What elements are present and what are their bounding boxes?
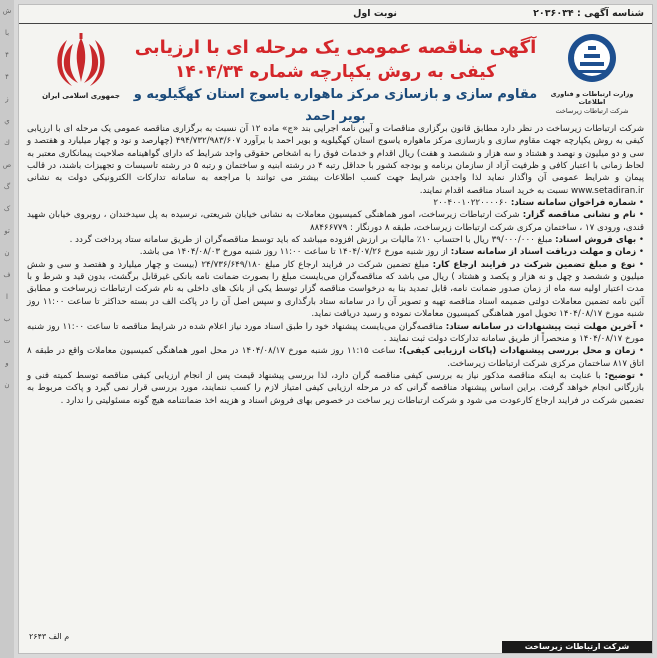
strip-glyph: و — [5, 359, 9, 367]
strip-glyph: ۴ — [5, 51, 9, 59]
item-label: آخرین مهلت ثبت پیشنهادات در سامانه ستاد: — [445, 321, 637, 332]
notice-item: • توضیح: با عنایت به اینکه مناقصه مذکور نیاز به بررسی کیفی مناقصه گران دارد، لذا بررسی پیشنهاد قیمت پس از انجام ارزیابی کیفی مناقصه توسط کمیته فنی و بازرگانی انجام خواهد گرفت. براین اساس پیشنهاد مناقصه گرانی که در مرحله ارزیابی کیفی امتیاز لازم را کسب ننمایند، مورد بررسی قرار نمی گیرد و پاکت مربوط به تضمین شرکت در فرایند ارجاع کارعودت می شود و شرکت ارتباطات زیر ساخت در خصوص بهای فروش اسناد و هزینه اخذ ضمانتنامه هیچ گونه مسئولیتی را ندارد . — [27, 370, 644, 406]
strip-glyph: ک — [3, 205, 11, 213]
strip-glyph: ك — [4, 139, 10, 147]
item-text: شرکت ارتباطات زیرساخت، امور هماهنگی کمیسیون معاملات به نشانی خیابان شریعتی، نرسیده به پل سیدخندان ، روبروی خیابان شهید قندی، ورودی ۱۷ ، ساختمان مرکزی شرکت ارتباطات زیرساخت، طبقه ۸ دورنگار : ۸۸۴۶۶۷۷۹ — [27, 210, 644, 233]
item-label: نوع و مبلغ تضمین شرکت در فرایند ارجاع کار: — [432, 259, 636, 270]
intro-paragraph: شرکت ارتباطات زیرساخت در نظر دارد مطابق قانون برگزاری مناقصات و آیین نامه اجرایی بند «ج» ماده ۱۲ آن نسبت به برگزاری مناقصه عمومی یک مرحله ای با ارزیابی کیفی به روش یکپارچه جهت مقاوم سازی و بازسازی مرکز ماهواره یاسوج استان کهگیلویه و بویر احمد با برآورد ۴۹۴/۷۳۲/۹۸۳/۶۰۷ (چهارصد و نود و چهار میلیارد و هفتصد و سی و دو میلیون و نهصد و هشتاد و سه هزار و ششصد و هفت) ریال اقدام و خدمات فوق را به اشخاص حقوقی واجد شرایط که دارای گواهینامه صلاحیت پیمانکاری معتبر به لحاظ زمانی با اعتبار کافی و ظرفیت آزاد از سازمان برنامه و بودجه کشور با حداقل رتبه ۴ در رشته ابنیه و ساختمان و رتبه ۵ در رشته تاسیسات و تجهیزات باشند، در قالب پیمان و شرایط عمومی آن واگذار نماید لذا واجدین شرایط جهت کسب اطلاعات بیشتر می توانند با مراجعه به سامانه تدارکات الکترونیکی دولت به نشانی www.setadiran.ir نسبت به خرید اسناد مناقصه اقدام نمایند. — [27, 124, 644, 196]
strip-glyph: ن — [4, 249, 10, 257]
strip-glyph: ت — [3, 337, 11, 345]
ministry-caption: وزارت ارتباطات و فناوری اطلاعات — [550, 90, 634, 106]
title-line-1: آگهی مناقصه عمومی یک مرحله ای با ارزیابی — [134, 37, 537, 58]
notice-body — [27, 123, 644, 631]
strip-glyph: ا — [6, 293, 8, 301]
item-label: شماره فراخوان سامانه ستاد: — [510, 198, 637, 209]
tender-notice — [18, 4, 653, 654]
strip-glyph: ي — [4, 117, 10, 125]
strip-glyph: ب — [3, 315, 11, 323]
ministry-logo-icon — [566, 32, 618, 84]
notice-item: • بهای فروش اسناد: مبلغ ۳۹/۰۰۰/۰۰۰ ریال با احتساب ۱۰٪ مالیات بر ارزش افزوده میباشد که باید توسط مناقصه‌گران از طریق سامانه ستاد پرداخت گردد . — [69, 235, 644, 246]
emblem-caption: جمهوری اسلامی ایران — [42, 92, 120, 100]
item-text: مبلغ تضمین شرکت در فرایند ارجاع کار مبلغ ۲۴/۷۳۶/۶۴۹/۱۸۰ (بیست و چهار میلیارد و هفتصد و سی و شش میلیون و ششصد و چهل و نه هزار و یکصد و هشتاد ) ریال می باشد که مناقصه‌گران می‌بایست مبلغ را بصورت ضمانت نامه بانکی غیرقابل برگشت، بدون قید و شرط و با مدت اعتبار اولیه سه ماه از زمان صدور ضمانت نامه، قابل تمدید بنا به درخواست مناقصه گزار توسط یکی از بانک های داخلی به نام شرکت ارتباطات زیرساخت و مطابق آئین نامه تضمین معاملات دولتی ضمیمه اسناد مناقصه تهیه و تصویر آن را در سامانه ستاد بارگذاری و سپس اصل آن را در پاکت الف در بسته حداکثر تا ساعت ۱۱:۰۰ روز شنبه مورخ ۱۴۰۴/۰۸/۱۷ تحویل امور هماهنگی کمیسیون معاملات نموده و رسید دریافت نماید. — [27, 259, 644, 320]
notice-title — [131, 36, 540, 128]
notice-item: • آخرین مهلت ثبت پیشنهادات در سامانه ستاد: مناقصه‌گران می‌بایست پیشنهاد خود را طبق اسناد مورد نیاز اعلام شده در شرایط مناقصه تا ساعت ۱۱:۰۰ روز شنبه مورخ ۱۴۰۴/۰۸/۱۷ و منحصراً از طریق سامانه تدارکات دولت ثبت نمایند . — [27, 321, 644, 344]
strip-glyph: با — [4, 29, 10, 37]
adjacent-page-strip — [0, 0, 14, 658]
item-label: توضیح: — [604, 370, 635, 381]
iran-emblem — [41, 30, 121, 114]
item-label: بهای فروش اسناد: — [555, 235, 637, 246]
notice-item: • زمان و مهلت دریافت اسناد از سامانه ستاد: از روز شنبه مورخ ۱۴۰۴/۰۷/۲۶ تا ساعت ۱۱:۰۰ روز شنبه مورخ ۱۴۰۴/۰۸/۰۳ می باشد. — [139, 247, 644, 258]
item-text: ۲۰۰۴۰۰۱۰۲۲۰۰۰۰۶۰ — [433, 198, 509, 209]
notice-item: • زمان و محل بررسی پیشنهادات (پاکات ارزیابی کیفی): ساعت ۱۱:۱۵ روز شنبه مورخ ۱۴۰۴/۰۸/۱۷ در محل امور هماهنگی کمیسیون معاملات واقع در طبقه ۸ اتاق ۸۱۷ ساختمان مرکزی شرکت ارتباطات زیرساخت. — [27, 346, 644, 369]
strip-glyph: ز — [5, 95, 9, 103]
strip-glyph: ش — [2, 7, 12, 15]
iran-emblem-icon — [50, 30, 112, 92]
strip-glyph: ۴ — [5, 73, 9, 81]
ministry-logo — [544, 32, 640, 115]
publication-round: نوبت اول — [353, 8, 397, 19]
item-label: زمان و مهلت دریافت اسناد از سامانه ستاد: — [450, 247, 637, 258]
strip-glyph: ص — [2, 161, 12, 169]
notice-item: • نام و نشانی مناقصه گزار: شرکت ارتباطات زیرساخت، امور هماهنگی کمیسیون معاملات به نشانی خیابان شریعتی، نرسیده به پل سیدخندان ، روبروی خیابان شهید قندی، ورودی ۱۷ ، ساختمان مرکزی شرکت ارتباطات زیرساخت، طبقه ۸ دورنگار : ۸۸۴۶۶۷۷۹ — [27, 210, 645, 233]
notice-item: • شماره فراخوان سامانه ستاد: ۲۰۰۴۰۰۱۰۲۲۰۰۰۰۶۰ — [433, 198, 644, 209]
title-line-3: مقاوم سازی و بازسازی مرکز ماهواره یاسوج استان کهگیلویه و بویر احمد — [133, 87, 538, 124]
item-text: مبلغ ۳۹/۰۰۰/۰۰۰ ریال با احتساب ۱۰٪ مالیات بر ارزش افزوده میباشد که باید توسط مناقصه‌گران از طریق سامانه ستاد پرداخت گردد . — [69, 235, 553, 246]
notice-header — [19, 24, 652, 122]
item-label: نام و نشانی مناقصه گزار: — [522, 210, 636, 221]
strip-glyph: ن — [4, 381, 10, 389]
notice-code: م الف ۲۶۴۳ — [29, 632, 70, 641]
item-label: زمان و محل بررسی پیشنهادات (پاکات ارزیابی کیفی): — [398, 346, 636, 357]
company-caption: شرکت ارتباطات زیرساخت — [555, 107, 629, 115]
strip-glyph: ف — [3, 271, 11, 279]
title-line-2: کیفی به روش یکپارچه شماره ۱۴۰۴/۳۴ — [174, 62, 497, 82]
strip-glyph: تو — [4, 227, 10, 235]
ad-id: شناسه آگهی : ۲۰۳۶۰۳۴ — [533, 8, 644, 19]
strip-glyph: گ — [3, 183, 11, 191]
item-text: مناقصه‌گران می‌بایست پیشنهاد خود را طبق اسناد مورد نیاز اعلام شده در شرایط مناقصه تا ساعت ۱۱:۰۰ روز شنبه مورخ ۱۴۰۴/۰۸/۱۷ و منحصراً از طریق سامانه تدارکات دولت ثبت نمایند . — [27, 321, 644, 344]
notice-footer — [19, 631, 652, 653]
item-text: ساعت ۱۱:۱۵ روز شنبه مورخ ۱۴۰۴/۰۸/۱۷ در محل امور هماهنگی کمیسیون معاملات واقع در طبقه ۸ اتاق ۸۱۷ ساختمان مرکزی شرکت ارتباطات زیرساخت. — [27, 346, 644, 369]
notice-top-bar — [19, 5, 652, 24]
company-banner: شرکت ارتباطات زیرساخت — [502, 641, 652, 653]
item-text: از روز شنبه مورخ ۱۴۰۴/۰۷/۲۶ تا ساعت ۱۱:۰۰ روز شنبه مورخ ۱۴۰۴/۰۸/۰۳ می باشد. — [139, 247, 448, 258]
notice-item: • نوع و مبلغ تضمین شرکت در فرایند ارجاع کار: مبلغ تضمین شرکت در فرایند ارجاع کار مبلغ ۲۴/۷۳۶/۶۴۹/۱۸۰ (بیست و چهار میلیارد و هفتصد و سی و شش میلیون و ششصد و چهل و نه هزار و یکصد و هشتاد ) ریال می باشد که مناقصه‌گران می‌بایست مبلغ را بصورت ضمانت نامه بانکی غیرقابل برگشت، بدون قید و شرط و با مدت اعتبار اولیه سه ماه از زمان صدور ضمانت نامه، قابل تمدید بنا به درخواست مناقصه گزار توسط یکی از بانک های داخلی به نام شرکت ارتباطات زیرساخت و مطابق آئین نامه تضمین معاملات دولتی ضمیمه اسناد مناقصه تهیه و تصویر آن را در سامانه ستاد بارگذاری و سپس اصل آن را در پاکت الف در بسته حداکثر تا ساعت ۱۱:۰۰ روز شنبه مورخ ۱۴۰۴/۰۸/۱۷ تحویل امور هماهنگی کمیسیون معاملات نموده و رسید دریافت نماید. — [27, 259, 645, 320]
item-text: با عنایت به اینکه مناقصه مذکور نیاز به بررسی کیفی مناقصه گران دارد، لذا بررسی پیشنهاد قیمت پس از انجام ارزیابی کیفی مناقصه توسط کمیته فنی و بازرگانی انجام خواهد گرفت. براین اساس پیشنهاد مناقصه گرانی که در مرحله ارزیابی کیفی امتیاز لازم را کسب ننمایند، مورد بررسی قرار نمی گیرد و پاکت مربوط به تضمین شرکت در فرایند ارجاع کارعودت می شود و شرکت ارتباطات زیر ساخت در خصوص بهای فروش اسناد و هزینه اخذ ضمانتنامه هیچ گونه مسئولیتی را ندارد . — [27, 370, 644, 406]
